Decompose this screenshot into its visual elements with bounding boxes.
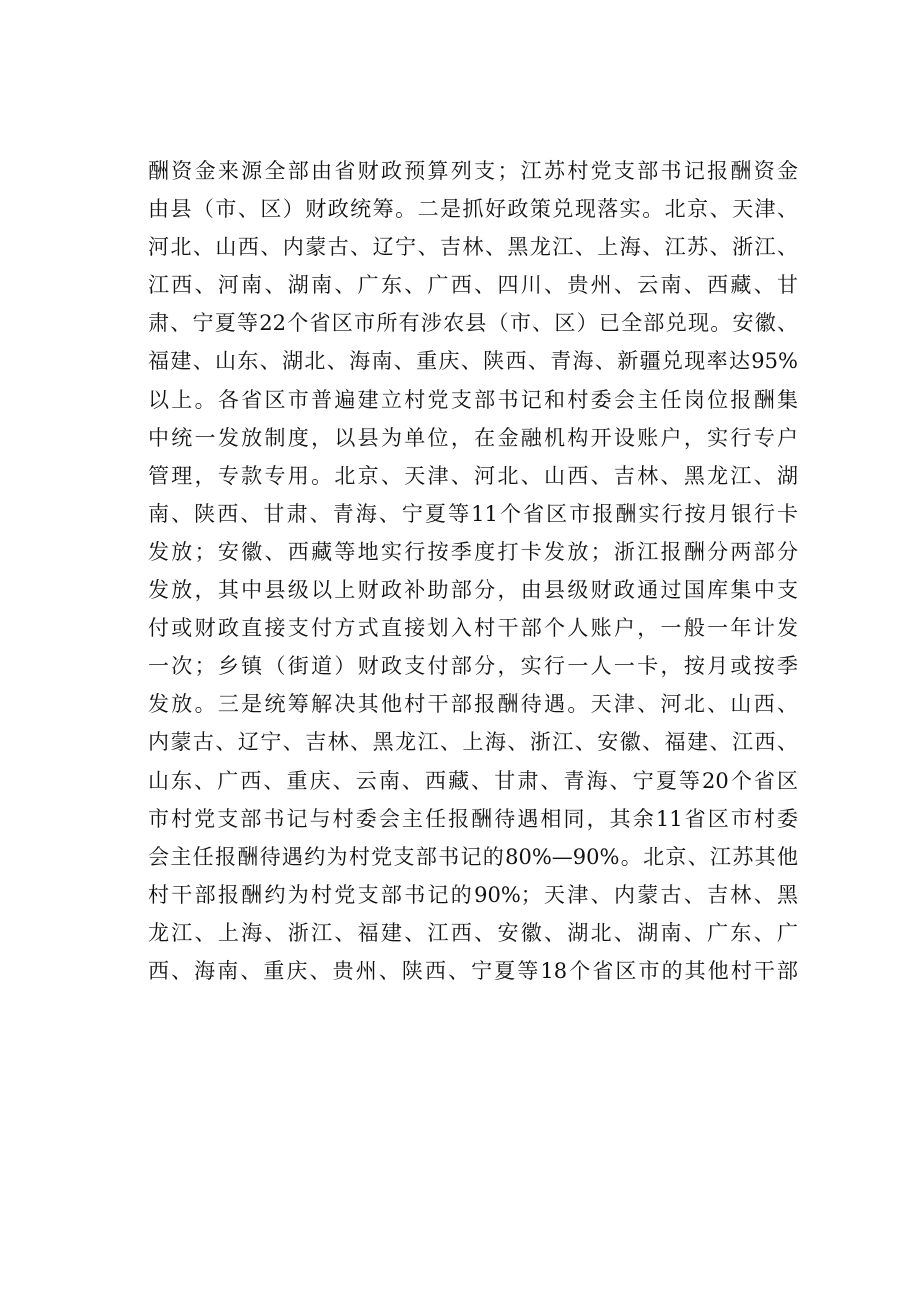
text-line: 管理，专款专用。北京、天津、河北、山西、吉林、黑龙江、湖 (148, 463, 798, 488)
text-line: 肃、宁夏等22个省区市所有涉农县（市、区）已全部兑现。安徽、 (148, 311, 798, 336)
text-line: 会主任报酬待遇约为村党支部书记的80%—90%。北京、江苏其他 (148, 844, 798, 869)
text-line: 酬资金来源全部由省财政预算列支；江苏村党支部书记报酬资金 (148, 159, 798, 183)
text-line: 发放；安徽、西藏等地实行按季度打卡发放；浙江报酬分两部分 (148, 539, 798, 564)
text-line: 发放。三是统筹解决其他村干部报酬待遇。天津、河北、山西、 (148, 692, 798, 717)
text-line: 江西、河南、湖南、广东、广西、四川、贵州、云南、西藏、甘 (148, 273, 798, 298)
text-line: 内蒙古、辽宁、吉林、黑龙江、上海、浙江、安徽、福建、江西、 (148, 730, 798, 755)
text-line: 河北、山西、内蒙古、辽宁、吉林、黑龙江、上海、江苏、浙江、 (148, 235, 798, 260)
body-text (148, 152, 808, 990)
text-line: 付或财政直接支付方式直接划入村干部个人账户，一般一年计发 (148, 616, 798, 641)
text-line: 村干部报酬约为村党支部书记的90%；天津、内蒙古、吉林、黑 (148, 882, 798, 907)
text-line: 西、海南、重庆、贵州、陕西、宁夏等18个省区市的其他村干部 (148, 958, 798, 983)
text-line: 福建、山东、湖北、海南、重庆、陕西、青海、新疆兑现率达95% (148, 349, 798, 374)
text-line: 龙江、上海、浙江、福建、江西、安徽、湖北、湖南、广东、广 (148, 920, 798, 945)
text-line: 中统一发放制度，以县为单位，在金融机构开设账户，实行专户 (148, 425, 798, 450)
text-line: 市村党支部书记与村委会主任报酬待遇相同，其余11省区市村委 (148, 806, 798, 831)
text-line: 由县（市、区）财政统筹。二是抓好政策兑现落实。北京、天津、 (148, 197, 798, 222)
text-line: 一次；乡镇（街道）财政支付部分，实行一人一卡，按月或按季 (148, 654, 798, 679)
text-line: 山东、广西、重庆、云南、西藏、甘肃、青海、宁夏等20个省区 (148, 768, 798, 793)
text-line: 以上。各省区市普遍建立村党支部书记和村委会主任岗位报酬集 (148, 387, 798, 412)
text-line: 发放，其中县级以上财政补助部分，由县级财政通过国库集中支 (148, 578, 798, 603)
text-line: 南、陕西、甘肃、青海、宁夏等11个省区市报酬实行按月银行卡 (148, 501, 798, 526)
